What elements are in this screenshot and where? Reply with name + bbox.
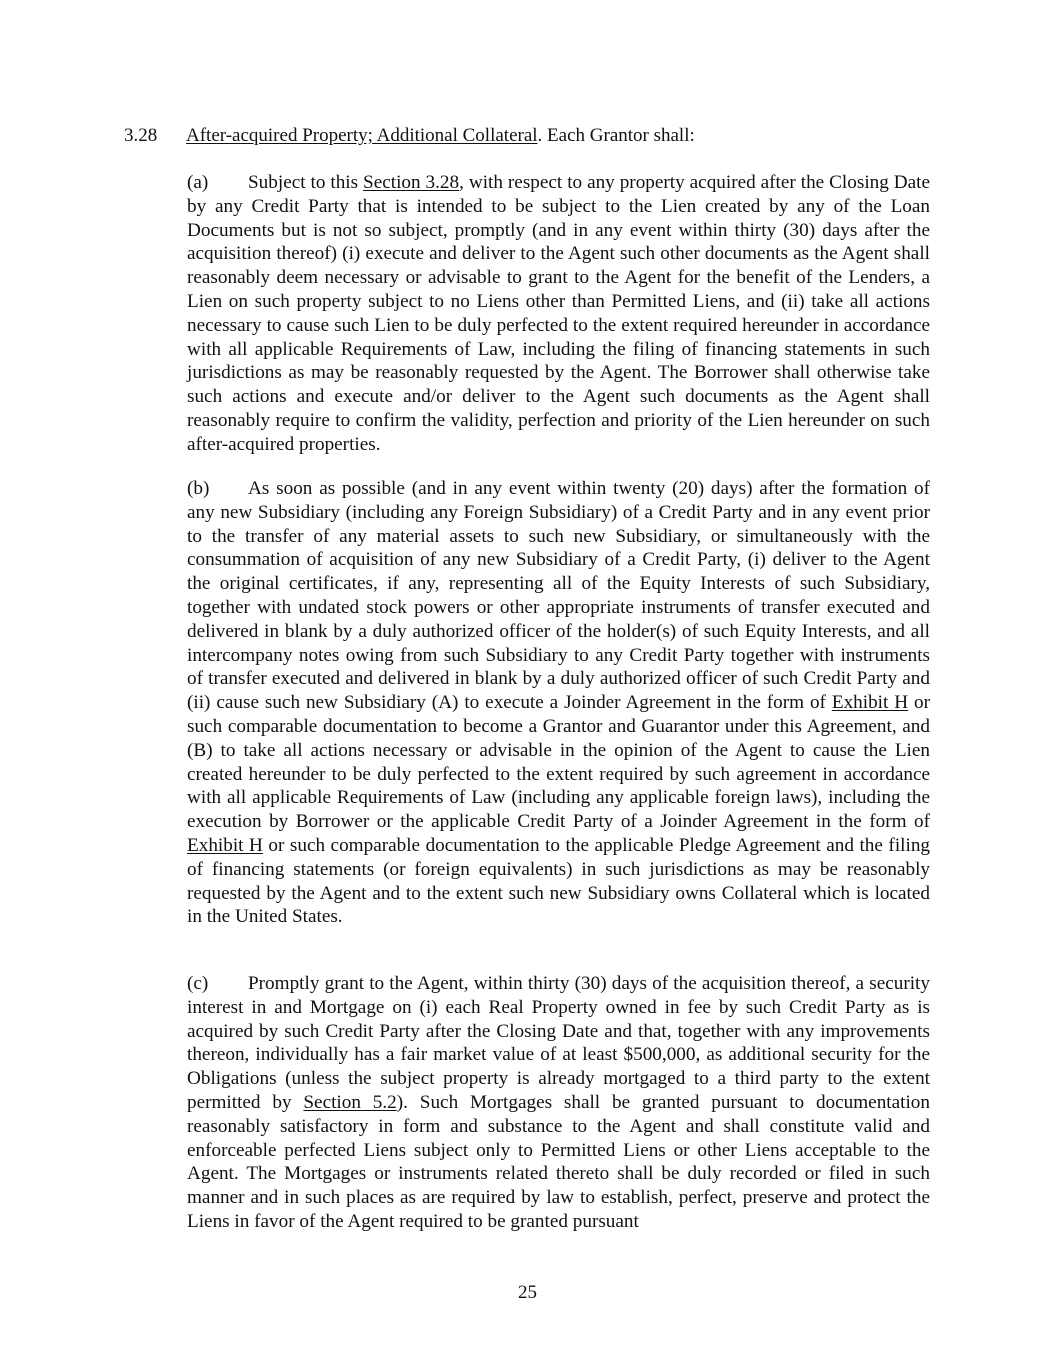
section-intro: . Each Grantor shall:	[537, 125, 695, 146]
paragraph-text: Promptly grant to the Agent, within thirty (30) days of the acquisition thereof, a security interest in and Mortgage on (i) each Real Property owned in fee by such Credit Party as is acquired by such Credit Party after the Closing Date and that, together with any improvements thereon, individually has a fair market value of at least $500,000, as additional security for the Obligations (unless the subject property is already mortgaged to a third party to the extent permitted by	[187, 973, 930, 1113]
paragraph-c	[187, 972, 930, 1234]
paragraph-text: ). Such Mortgages shall be granted pursuant to documentation reasonably satisfactory in form and substance to the Agent and shall constitute valid and enforceable perfected Liens subject only to Permitted Liens or other Liens acceptable to the Agent. The Mortgages or instruments related thereto shall be duly recorded or filed in such manner and in such places as are required by law to establish, perfect, preserve and protect the Liens in favor of the Agent required to be granted pursuant	[187, 1091, 930, 1232]
paragraph-text: As soon as possible (and in any event within twenty (20) days) after the formation of any new Subsidiary (including any Foreign Subsidiary) of a Credit Party and in any event prior to the transfer of any material assets to such new Subsidiary, or simultaneously with the consummation of acquisition of any new Subsidiary of a Credit Party, (i) deliver to the Agent the original certificates, if any, representing all of the Equity Interests of such Subsidiary, together with undated stock powers or other appropriate instruments of transfer executed and delivered in blank by a duly authorized officer of the holder(s) of such Equity Interests, and all intercompany notes owing from such Subsidiary to any Credit Party together with instruments of transfer executed and delivered in blank by a duly authorized officer of such Credit Party and (ii) cause such new Subsidiary (A) to execute a Joinder Agreement in the form of	[187, 478, 930, 714]
paragraph-text: or such comparable documentation to the applicable Pledge Agreement and the filing of financing statements (or foreign equivalents) in such jurisdictions as may be reasonably requested by the Agent and to the extent such new Subsidiary owns Collateral which is located in the United States.	[187, 834, 931, 928]
section-title: After-acquired Property; Additional Collateral	[186, 125, 538, 146]
paragraph-text: , with respect to any property acquired after the Closing Date by any Credit Party that is intended to be subject to the Lien created by any of the Loan Documents but is not so subject, promptly (and in any event within thirty (30) days after the acquisition thereof) (i) execute and deliver to the Agent such other documents as the Agent shall reasonably deem necessary or advisable to grant to the Agent for the benefit of the Lenders, a Lien on such property subject to no Liens other than Permitted Liens, and (ii) take all actions necessary to cause such Lien to be duly perfected to the extent required hereunder in accordance with all applicable Requirements of Law, including the filing of financing statements in such jurisdictions as may be reasonably requested by the Agent. The Borrower shall otherwise take such actions and execute and/or deliver to the Agent such documents as the Agent shall reasonably require to confirm the validity, perfection and priority of the Lien hereunder on such after-acquired properties.	[187, 172, 930, 455]
page-number: 25	[518, 1282, 537, 1303]
paragraph-text: or such comparable documentation to become a Grantor and Guarantor under this Agreement, and (B) to take all actions necessary or advisable in the opinion of the Agent to cause the Lien created hereunder to be duly perfected to the extent required by such agreement in accordance with all applicable Requirements of Law (including any applicable foreign laws), including the execution by Borrower or the applicable Credit Party of a Joinder Agreement in the form of	[187, 692, 930, 833]
paragraph-text: Subject to this	[248, 172, 364, 193]
paragraph-b	[187, 477, 930, 929]
paragraph-label: (b)	[187, 478, 210, 499]
cross-reference: Exhibit H	[187, 834, 263, 856]
cross-reference: Section 3.28	[363, 172, 460, 193]
paragraph-label: (a)	[187, 172, 209, 193]
section-number: 3.28	[124, 125, 158, 146]
paragraph-label: (c)	[187, 973, 209, 994]
paragraph-a	[187, 171, 930, 457]
cross-reference: Exhibit H	[831, 692, 909, 714]
cross-reference: Section 5.2	[303, 1091, 397, 1113]
section-heading	[124, 124, 944, 148]
